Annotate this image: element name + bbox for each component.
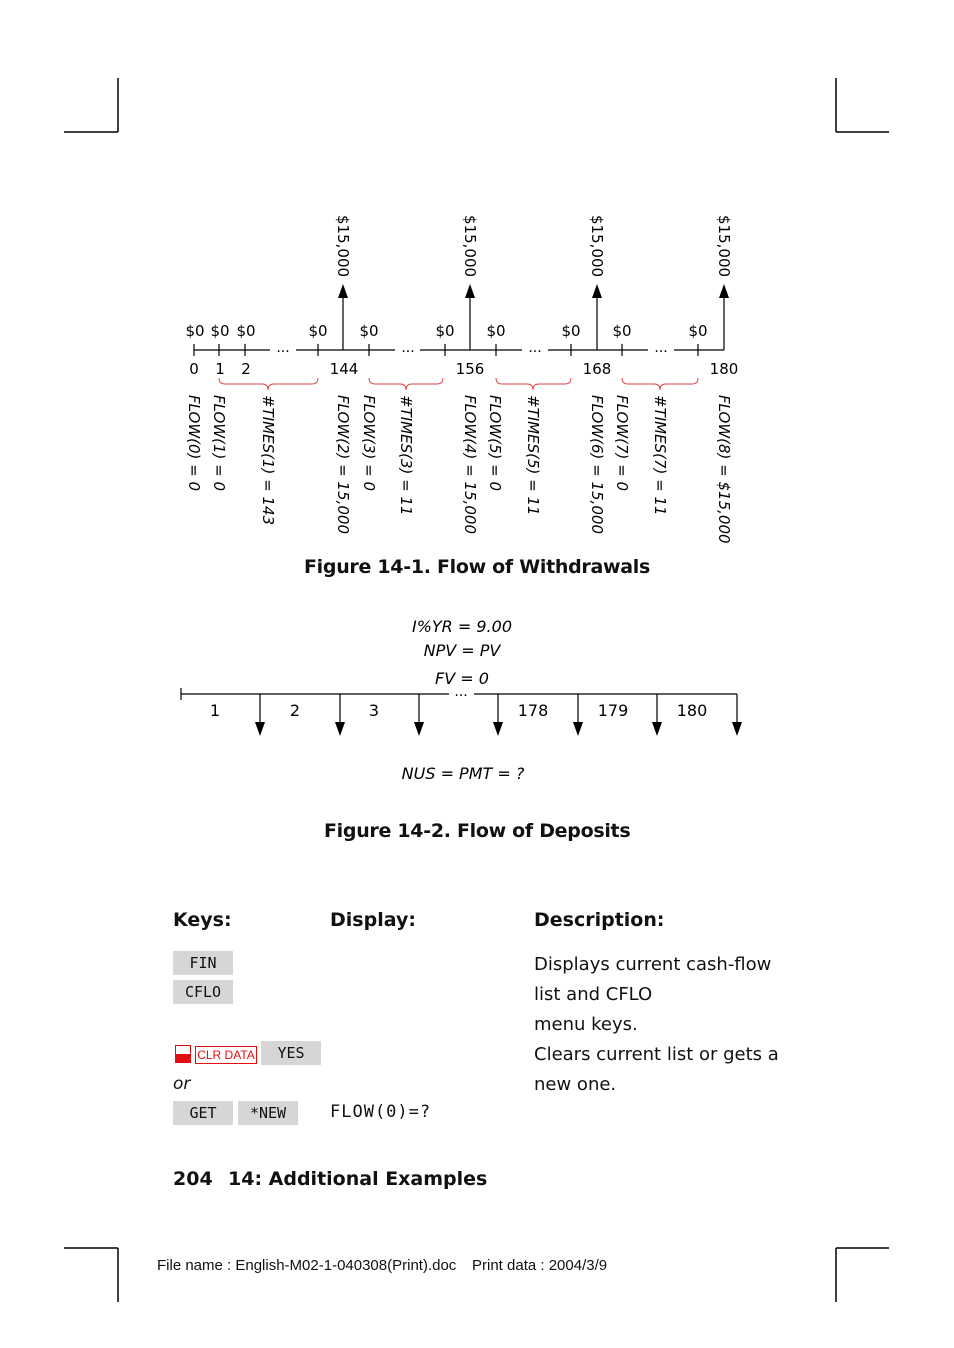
- footer-print-date: Print data : 2004/3/9: [472, 1257, 608, 1274]
- times-label: #TIMES(3) = 11: [397, 395, 415, 516]
- description-line: Displays current cash-flow: [534, 954, 772, 975]
- cashflow-zero-label: $0: [688, 322, 708, 340]
- ellipsis: ...: [276, 340, 290, 356]
- flow-label: FLOW(8) = $15,000: [715, 395, 733, 544]
- cashflow-zero-label: $0: [236, 322, 256, 340]
- shift-key-fill: [176, 1054, 190, 1062]
- iyr-label: I%YR = 9.00: [411, 617, 513, 636]
- nus-label: NUS = PMT = ?: [401, 764, 525, 783]
- withdrawal-amount-label: $15,000: [334, 215, 352, 278]
- flow-label: FLOW(5) = 0: [486, 395, 504, 492]
- new-key[interactable]: *NEW: [238, 1101, 298, 1125]
- period-tick-label: 0: [189, 360, 199, 378]
- cashflow-zero-label: $0: [359, 322, 379, 340]
- cashflow-zero-label: $0: [308, 322, 328, 340]
- cashflow-zero-label: $0: [435, 322, 455, 340]
- figure-caption-deposits: Figure 14-2. Flow of Deposits: [324, 820, 631, 842]
- or-label: or: [173, 1074, 191, 1094]
- flow-label: FLOW(6) = 15,000: [588, 395, 606, 534]
- flow-label: FLOW(3) = 0: [360, 395, 378, 492]
- yes-key[interactable]: YES: [261, 1041, 321, 1065]
- description-cflo: [534, 950, 779, 1100]
- flow-label: FLOW(4) = 15,000: [461, 395, 479, 534]
- figure-caption-withdrawals: Figure 14-1. Flow of Withdrawals: [304, 556, 650, 578]
- description-line: new one.: [534, 1074, 617, 1095]
- description-line: Clears current list or gets a: [534, 1044, 779, 1065]
- footer-filename: File name : English-M02-1-040308(Print).doc: [157, 1257, 457, 1274]
- period-tick-label: 168: [582, 360, 612, 378]
- page-number: 204: [173, 1168, 213, 1190]
- times-label: #TIMES(1) = 143: [259, 395, 277, 526]
- times-label: #TIMES(5) = 11: [524, 395, 542, 516]
- display-flow0: FLOW(0)=?: [330, 1102, 432, 1122]
- cashflow-zero-label: $0: [210, 322, 230, 340]
- period-label: 179: [597, 701, 629, 720]
- period-tick-label: 144: [329, 360, 359, 378]
- period-label: 3: [368, 701, 380, 720]
- cashflow-zero-label: $0: [561, 322, 581, 340]
- display-header: Display:: [330, 909, 416, 931]
- cashflow-zero-label: $0: [486, 322, 506, 340]
- ellipsis: ...: [454, 684, 468, 700]
- fv-label: FV = 0: [435, 669, 489, 688]
- ellipsis: ...: [528, 340, 542, 356]
- flow-label: FLOW(0) = 0: [185, 395, 203, 492]
- period-tick-label: 180: [709, 360, 739, 378]
- fin-key[interactable]: FIN: [173, 951, 233, 975]
- description-header: Description:: [534, 909, 665, 931]
- times-label: #TIMES(7) = 11: [651, 395, 669, 516]
- period-label: 178: [517, 701, 549, 720]
- period-label: 1: [209, 701, 221, 720]
- withdrawals-diagram: [0, 0, 954, 560]
- ellipsis: ...: [654, 340, 668, 356]
- cflo-key[interactable]: CFLO: [173, 980, 233, 1004]
- flow-label: FLOW(1) = 0: [210, 395, 228, 492]
- npv-label: NPV = PV: [423, 641, 501, 660]
- flow-label: FLOW(2) = 15,000: [334, 395, 352, 534]
- flow-label: FLOW(7) = 0: [613, 395, 631, 492]
- shift-key[interactable]: [175, 1045, 191, 1063]
- period-tick-label: 156: [455, 360, 485, 378]
- clr-data-key[interactable]: CLR DATA: [195, 1046, 257, 1064]
- period-tick-label: 2: [241, 360, 251, 378]
- withdrawal-amount-label: $15,000: [588, 215, 606, 278]
- period-tick-label: 1: [215, 360, 225, 378]
- cashflow-zero-label: $0: [612, 322, 632, 340]
- period-label: 180: [676, 701, 708, 720]
- period-label: 2: [289, 701, 301, 720]
- get-key[interactable]: GET: [173, 1101, 233, 1125]
- keys-header: Keys:: [173, 909, 232, 931]
- cashflow-zero-label: $0: [185, 322, 205, 340]
- deposits-diagram: [0, 600, 954, 800]
- description-line: menu keys.: [534, 1014, 638, 1035]
- withdrawal-amount-label: $15,000: [715, 215, 733, 278]
- ellipsis: ...: [401, 340, 415, 356]
- withdrawal-amount-label: $15,000: [461, 215, 479, 278]
- description-line: list and CFLO: [534, 984, 653, 1005]
- chapter-title: 14: Additional Examples: [228, 1168, 488, 1190]
